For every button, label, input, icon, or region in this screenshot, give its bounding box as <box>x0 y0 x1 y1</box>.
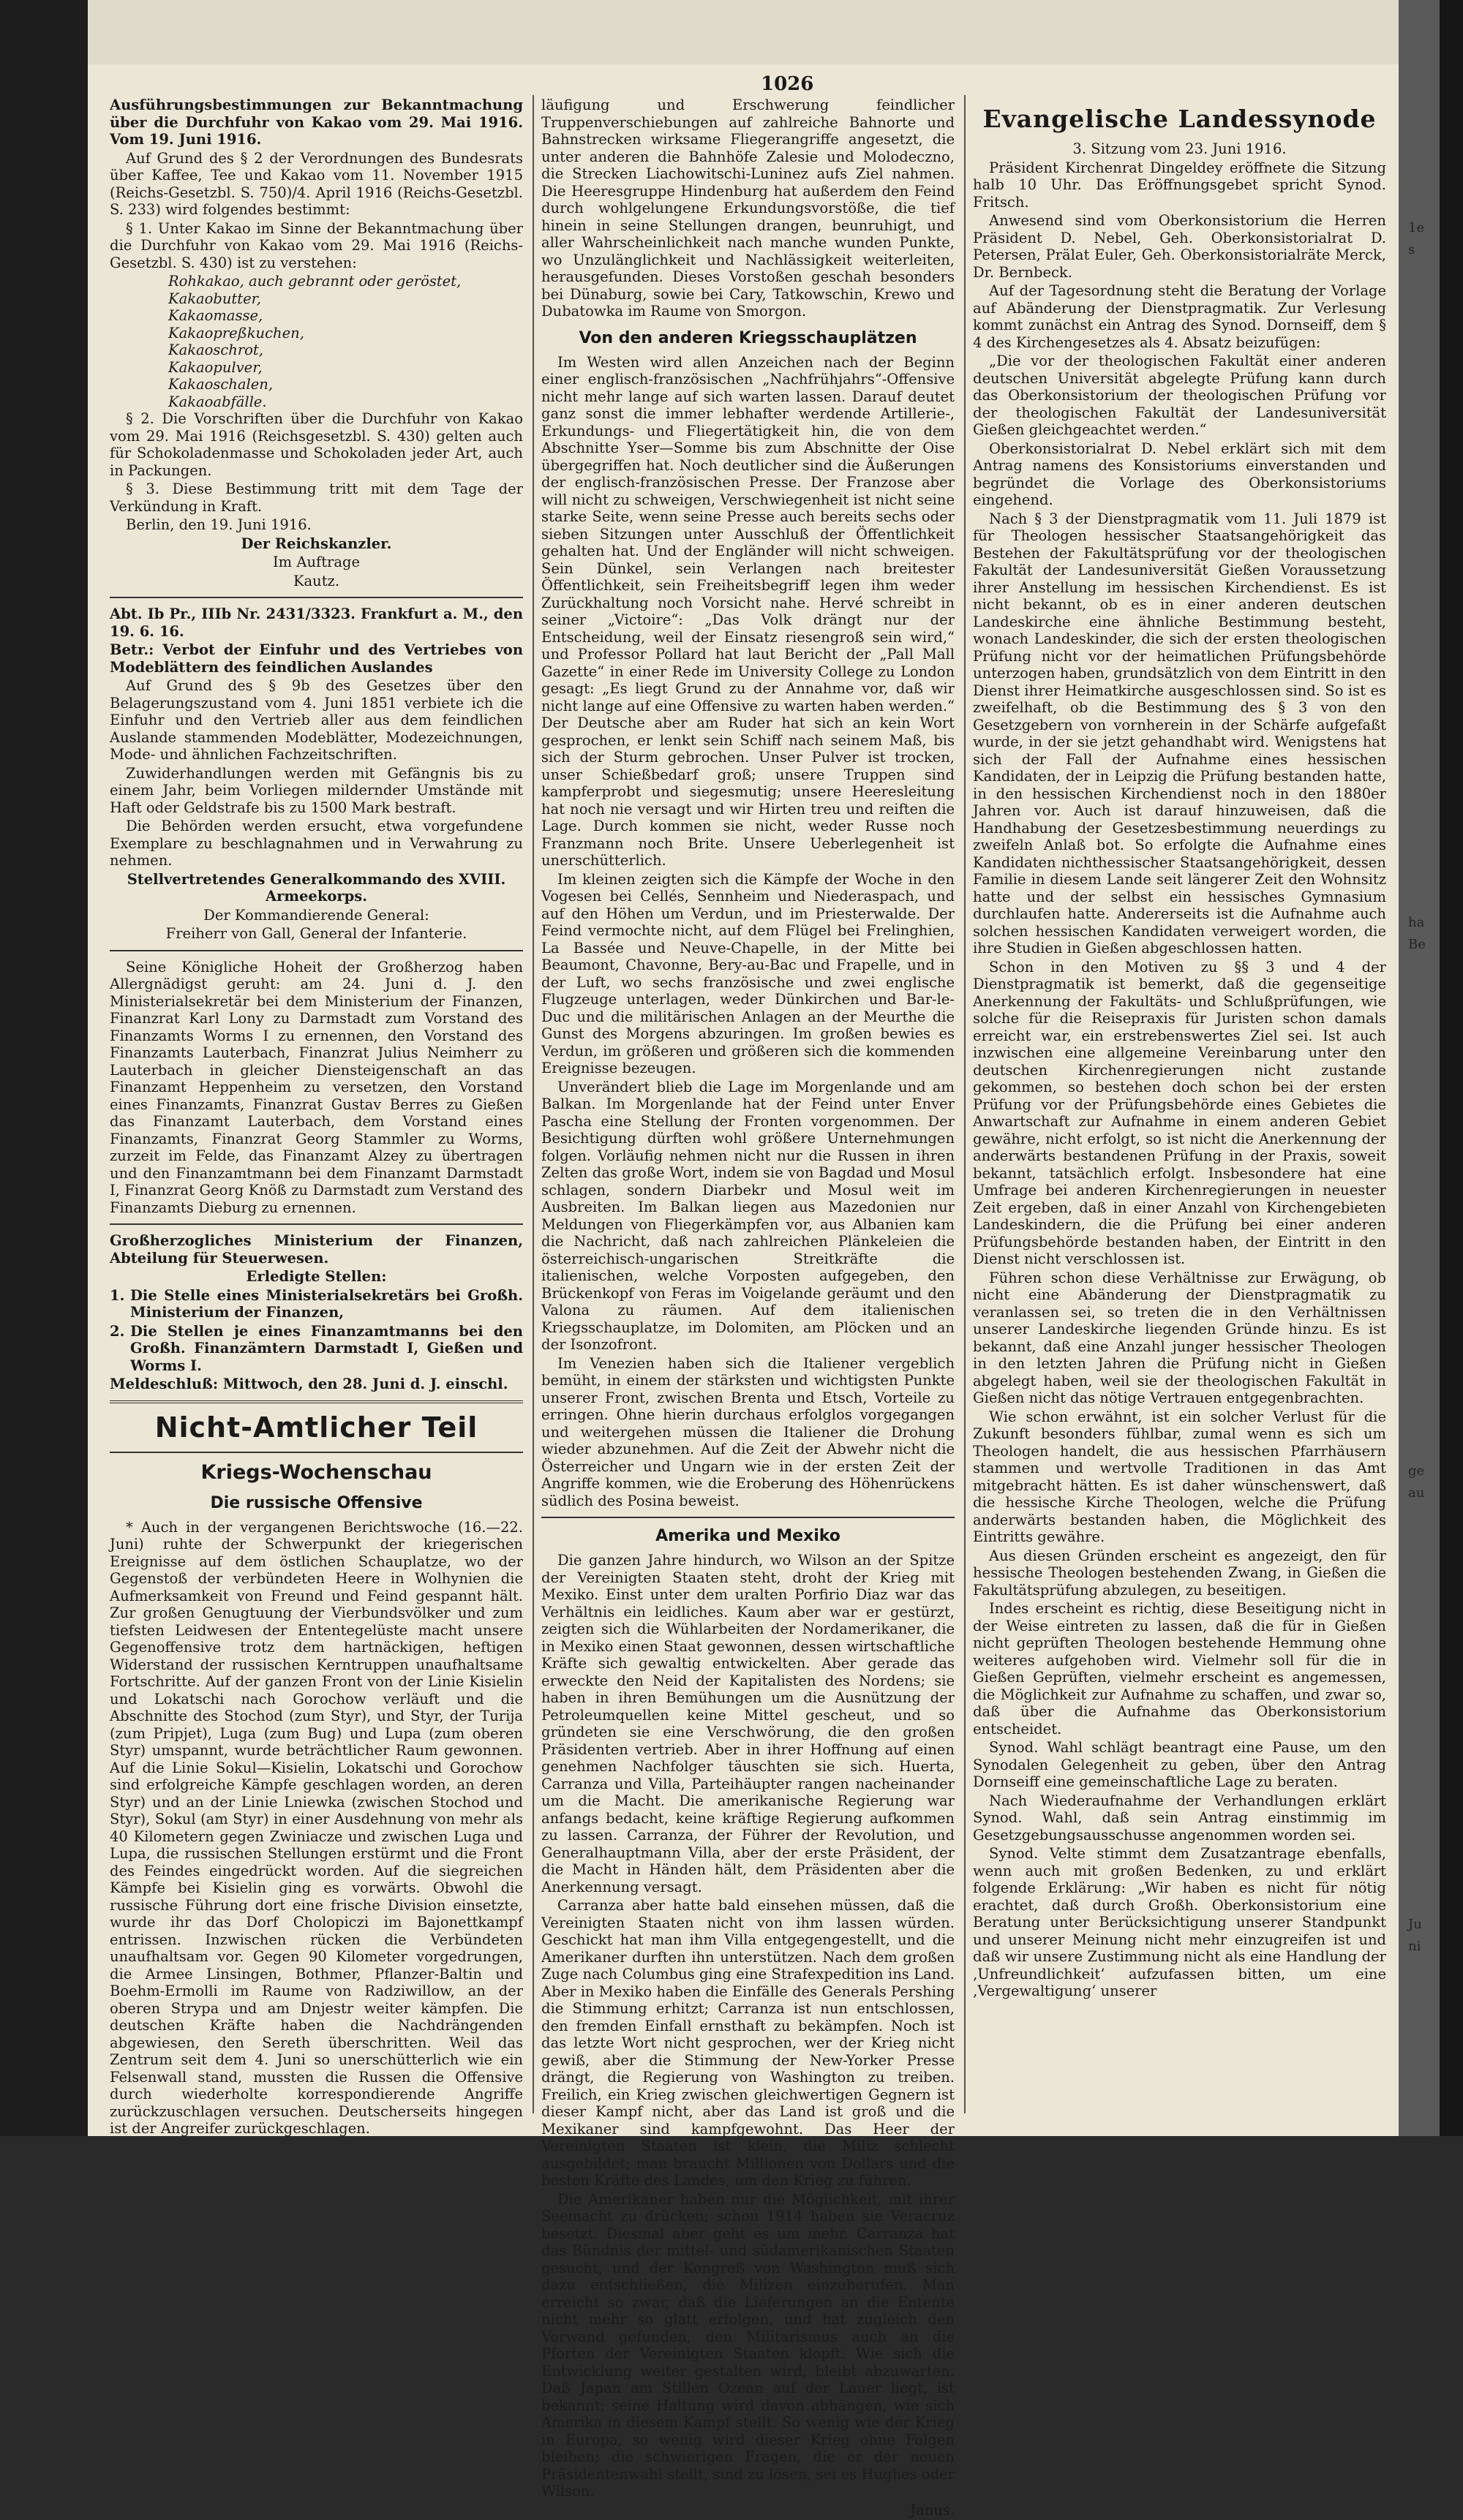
adjacent-page-edge <box>1399 0 1440 2136</box>
adjacent-page-fragment: ha <box>1408 915 1425 930</box>
binding-gutter <box>0 0 88 2136</box>
divider <box>110 1452 523 1453</box>
list-item: Kakaopreßkuchen, <box>168 324 304 342</box>
article-para: Im kleinen zeigten sich die Kämpfe der Woche in den Vogesen bei Cellés, Sennheim und Niederaspach, und auf den Höhen um Verdun, und im Priesterwalde. Der Feind vermochte nicht, auf dem Flügel bei Frelinghien, La Bassée und Neuve-Chapelle, in der Mitte bei Beaumont, Chavonne, Bery-au-Bac und Frapelle, und in der Luft, wo sechs französische und zwei englische Flugzeuge unterlagen, weder Dünkirchen und Bar-le-Duc und die militärischen Anlagen an der Meurthe die Gunst des Morgens abzuringen. Im großen bewies es Verdun, im größeren und größeren sich die kommenden Ereignisse bezeugen. <box>541 870 955 1076</box>
column-rule <box>964 95 966 2113</box>
synod-para: Indes erscheint es richtig, diese Beseitigung nicht in der Weise eintreten zu lassen, daß die für in Gießen nicht geprüften Theologen bestehende Hemmung ohne weiteres aufgehoben wird. Vielmehr soll für die in Gießen Geprüften, vielmehr erscheint es angemessen, die Möglichkeit zur Aufnahme zu schaffen, und zwar so, daß über die Aufnahme das Oberkonsistorium entscheidet. <box>973 1600 1386 1738</box>
list-item: Kakaoschrot, <box>168 342 263 358</box>
synod-para: Synod. Velte stimmt dem Zusatzantrage ebenfalls, wenn auch mit großen Bedenken, zu und erklärt folgende Erklärung: „Wir haben es nicht für nötig erachtet, daß durch Großh. Oberkonsistorium eine Beratung unter Berücksichtigung unserer Standpunkt und unserer Meinung nicht mehr einzugreifen ist und daß wir unsere Zustimmung nicht als eine Handlung der ‚Unfreundlichkeit‘ aufzufassen bitten, um eine ‚Vergewaltigung‘ unserer <box>973 1845 1386 1999</box>
order-para-3: Die Behörden werden ersucht, etwa vorgefundene Exemplare zu beschlagnahmen und in Verwahrung zu nehmen. <box>110 818 523 869</box>
decree-title: Ausführungsbestimmungen zur Bekanntmachung über die Durchfuhr von Kakao vom 29. Mai 1916. Vom 19. Juni 1916. <box>110 97 523 148</box>
russian-offensive-heading: Die russische Offensive <box>210 1493 423 1512</box>
order-reference: Abt. Ib Pr., IIIb Nr. 2431/3323. Frankfurt a. M., den 19. 6. 16. <box>110 606 523 640</box>
divider <box>541 1517 955 1518</box>
synod-para: Schon in den Motiven zu §§ 3 und 4 der Dienstpragmatik ist bemerkt, daß die gegenseitige Anerkennung der Fakultäts- und Schlußprüfungen, wie solche für die Reisepraxis für Juristen schon damals erreicht war, ein erstrebenswertes Ziel sei. Ist auch inzwischen eine allgemeine Vereinbarung unter den deutschen Kirchenregierungen nicht zustande gekommen, so bestehen doch schon bei der ersten Prüfung vor der Prüfungsbehörde eines Gebietes die Anwartschaft zur Aufnahme in einem anderen Gebiet gewähre, nicht erfolgt, so ist nicht die Anerkennung der anderwärts bestandenen Prüfung in der Praxis, soweit bekannt, tatsächlich erfolgt. Insbesondere hat eine Umfrage bei anderen Kirchenregierungen in neuester Zeit ergeben, daß in einer Anzahl von Kirchengebieten Landeskindern, die die Prüfung bei einer anderen Prüfungsbehörde bestanden haben, der Eintritt in den Dienst nicht verschlossen ist. <box>973 958 1386 1267</box>
double-divider <box>110 1400 523 1403</box>
order-para-1: Auf Grund des § 9b des Gesetzes über den Belagerungszustand vom 4. Juni 1851 verbiete ich die Einfuhr und den Vertrieb aller aus dem feindlichen Auslande stammenden Modeblätter, Modezeichnungen, Mode- und ähnlichen Fachzeitschriften. <box>110 677 523 763</box>
synod-para: Nach § 3 der Dienstpragmatik vom 11. Juli 1879 ist für Theologen hessischer Staatsangehörigkeit das Bestehen der Fakultätsprüfung vor der theologischen Fakultät der Landesuniversität Gießen Voraussetzung ihrer Anstellung im hessischen Kirchendienst. Es ist nicht bekannt, ob es in einer anderen deutschen Landeskirche eine ähnliche Bestimmung besteht, wonach Landeskinder, die sich der ersten theologischen Prüfung nicht vor der heimatlichen Prüfungsbehörde unterzogen haben, grundsätzlich von dem Eintritt in den Dienst ihrer Heimatkirche ausgeschlossen sind. So ist es zweifelhaft, ob die Bestimmung des § 3 von den Gesetzgebern von vornherein in der Schärfe aufgefaßt wurde, in der sie jetzt gehandhabt wird. Wenigstens hat sich der Fall der Aufnahme eines hessischen Kandidaten, der in Leipzig die Prüfung bestanden hatte, in den hessischen Kirchendienst noch in den 1880er Jahren vor. Auch ist darauf hinzuweisen, daß die Handhabung der Gesetzesbestimmung neuerdings zu zweifeln Anlaß bot. So erfolgte die Aufnahme eines Kandidaten nichthessischer Staatsangehörigkeit, dessen Familie in diesem Lande seit längerer Zeit den Wohnsitz hatte und der selbst ein hessisches Gymnasium durchlaufen hatte. Andererseits ist die Aufnahme auch solchen hessischen Kandidaten verweigert worden, die ihre Studien in Gießen abgeschlossen hatten. <box>973 510 1386 957</box>
decree-para-1: § 1. Unter Kakao im Sinne der Bekanntmachung über die Durchfuhr von Kakao vom 29. Mai 1916 (Reichs-Gesetzbl. S. 430) ist zu verstehen: <box>110 219 523 271</box>
synod-para: Nach Wiederaufnahme der Verhandlungen erklärt Synod. Wahl, daß sein Antrag einstimmig im Gesetzgebungsausschusse angenommen worden sei. <box>973 1792 1386 1844</box>
list-item: Kakaoabfälle. <box>168 393 267 410</box>
synod-para: Auf der Tagesordnung steht die Beratung der Vorlage auf Abänderung der Dienstpragmatik. Zur Verlesung kommt zunächst ein Antrag des Synod. Dornseiff, dem § 4 des Kirchengesetzes als 4. Absatz beizufügen: <box>973 282 1386 351</box>
ministry-heading: Großherzogliches Ministerium der Finanzen, Abteilung für Steuerwesen. <box>110 1232 523 1267</box>
vacancy-text: Die Stelle eines Ministerialsekretärs bei Großh. Ministerium der Finanzen, <box>130 1286 523 1321</box>
synod-para: Synod. Wahl schlägt beantragt eine Pause, um den Synodalen Gelegenheit zu geben, über den Antrag Dornseiff eine gemeinschaftliche Lage zu beraten. <box>973 1739 1386 1790</box>
synod-para: Anwesend sind vom Oberkonsistorium die Herren Präsident D. Nebel, Geh. Oberkonsistorialrat D. Petersen, Prälat Euler, Geh. Oberkonsistorialräte Merck, Dr. Bernbeck. <box>973 212 1386 281</box>
synod-heading: Evangelische Landessynode <box>982 105 1377 133</box>
synod-para: Aus diesen Gründen erscheint es angezeigt, den für hessische Theologen bestehenden Zwang, in Gießen die Fakultätsprüfung abzulegen, zu beseitigen. <box>973 1547 1386 1599</box>
synod-para: Präsident Kirchenrat Dingeldey eröffnete die Sitzung halb 10 Uhr. Das Eröffnungsgebet spricht Synod. Fritsch. <box>973 159 1386 211</box>
list-item: Kakaoschalen, <box>168 376 274 393</box>
divider <box>110 597 523 598</box>
article-para: Im Westen wird allen Anzeichen nach der Beginn einer englisch-französischen „Nachfrühjahrs“-Offensive nicht mehr lange auf sich warten lassen. Darauf deutet ganz sonst die immer lebhafter werdende Artillerie-, Erkundungs- und Fliegertätigkeit hin, die von dem Abschnitte Yser—Somme bis zum Abschnitte der Oise übergegriffen hat. Noch deutlicher sind die Äußerungen der englisch-französischen Presse. Der Franzose aber will nicht zu schweigen, Verschwiegenheit ist nicht seine starke Seite, wenn seine Presse auch bereits sechs oder sieben Sitzungen unter Ausschluß der Öffentlichkeit gehalten hat. Und der Engländer will nicht schweigen. Sein Dünkel, sein Verlangen nach breitester Öffentlichkeit, sein Freiheitsbegriff legen ihm weder Zurückhaltung noch Vorsicht nahe. Hervé schreibt in seiner „Victoire“: „Das Volk drängt nur der Entscheidung, weil der Einsatz riesengroß sein wird,“ und Professor Pollard hat laut Bericht der „Pall Mall Gazette“ in einer Rede im University College zu London gesagt: „Es liegt Grund zu der Annahme vor, daß wir nicht lange auf eine Offensive zu warten haben werden.“ Der Deutsche aber am Ruder hat sich an kein Wort gesprochen, er lenkt sein Schiff nach seinem Maß, bis sich der Sturm gebrochen. Unser Pulver ist trocken, unser Schießbedarf groß; unsere Truppen sind kampferprobt und siegesmutig; unsere Heeresleitung hat noch nie versagt und wir Hirten treu und reiften die Lage. Durch kommen sie nicht, weder Russe noch Franzmann noch Brite. Unsere Ueberlegenheit ist unerschütterlich. <box>541 353 955 869</box>
other-theatres-heading: Von den anderen Kriegsschauplätzen <box>579 328 917 347</box>
item-number: 1. <box>110 1286 125 1304</box>
page-number: 1026 <box>761 73 814 95</box>
adjacent-page-fragment: au <box>1408 1485 1425 1501</box>
vacancies-heading: Erledigte Stellen: <box>246 1268 387 1285</box>
war-review-para: * Auch in der vergangenen Berichtswoche (16.—22. Juni) ruhte der Schwerpunkt der kriegerischen Ereignisse auf dem östlichen Schauplatze, wo der Gegenstoß der verbündeten Heere in Wolhynien die Aufmerksamkeit von Freund und Feind gespannt hält. Zur großen Genugtuung der Vierbundsvölker und zum tiefsten Leidwesen der Ententegelüste macht unsere Gegenoffensive trotz dem hartnäckigen, heftigen Widerstand der russischen Kerntruppen unaufhaltsame Fortschritte. Auf der ganzen Front von der Linie Kisielin und Lokatschi nach Gorochow verläuft und die Abschnitte des Stochod (zum Styr), und Styr, der Turija (zum Pripjet), Luga (zum Bug) und Lupa (zum oberen Styr) umspannt, wurde beträchtlicher Raum gewonnen. Auf die Linie Sokul—Kisielin, Lokatschi und Gorochow sind erfolgreiche Kämpfe geschlagen worden, an deren Styr) und an der Linie Lniewka (zwischen Stochod und Styr), Sokul (am Styr) in einer Ausdehnung von mehr als 40 Kilometern gegen Zwiniacze und zwischen Luga und Lupa, die russischen Stellungen erstürmt und die Front des Feindes eingedrückt worden. Auf die siegreichen Kämpfe bei Kisielin ging es vorwärts. Obwohl die russische Führung dort eine frische Division einsetzte, wurde ihr das Dorf Cholopiczi im Bajonettkampf entrissen. Inzwischen rücken die Verbündeten unaufhaltsam vor. Gegen 90 Kilometer vorgedrungen, die Armee Linsingen, Bothmer, Pflanzer-Baltin und Boehm-Ermolli im Raume von Radziwillow, an der oberen Strypa und am Dnjestr weiter kämpfen. Die deutschen Kräfte haben die Nachdrängenden abgewiesen, den Sereth überschritten. Weil das Zentrum seit dem 4. Juni so unerschütterlich wie ein Felsenwall stand, mussten die Russen die Offensive durch wiederholte korrespondierende Angriffe zurückzuschlagen versuchen. Deutscherseits hingegen ist der Angreifer zurückgeschlagen. <box>110 1518 523 2137</box>
vacancies-list <box>110 1287 523 1375</box>
vacancy-text: Die Stellen je eines Finanzamtmanns bei den Großh. Finanzämtern Darmstadt I, Gießen und Worms I. <box>130 1322 523 1374</box>
war-review-continued: läufigung und Erschwerung feindlicher Truppenverschiebungen auf zahlreiche Bahnorte und Bahnstrecken wirksame Fliegerangriffe angesetzt, die unter anderen die Bahnhöfe Zalesie und Molodeczno, die Strecken Liachowitschi-Luninez aufs Ziel nahmen. Die Heeresgruppe Hindenburg hat außerdem den Feind durch wohlgelungene Erkundungsvorstöße, die tief hinein in seine Stellungen drangen, beunruhigt, und aller Wahrscheinlichkeit nach manche wunden Punkte, wo Unzulänglichkeit und Nachlässigkeit weiterleiten, herausgefunden. Dieses Vorstoßen geschah besonders bei Dünaburg, sowie bei Cary, Tatkowschin, Krewo und Dubatowka im Raume von Smorgon. <box>541 97 955 320</box>
cocoa-list <box>110 273 523 410</box>
adjacent-page-fragment: Be <box>1408 937 1426 952</box>
decree-para-2: § 2. Die Vorschriften über die Durchfuhr von Kakao vom 29. Mai 1916 (Reichsgesetzbl. S. 430) gelten auch für Schokoladenmasse und Schokoladen jeder Art, auch in Packungen. <box>110 410 523 479</box>
column-rule <box>533 95 534 2113</box>
synod-para: Oberkonsistorialrat D. Nebel erklärt sich mit dem Antrag namens des Konsistoriums einverstanden und begründet die Vorlage des Oberkonsistoriums eingehend. <box>973 440 1386 508</box>
article-para: Die Amerikaner haben nur die Möglichkeit, mit ihrer Seemacht zu drücken; schon 1914 haben sie Veracruz besetzt. Diesmal aber geht es um mehr. Carranza hat das Bündnis der mittel- und südamerikanischen Staaten gesucht, und der Kongreß von Washington muß sich dazu entschließen, die Milizen einzuberufen. Man erreicht so zwar, daß die Lieferungen an die Entente nicht mehr so glatt erfolgen, und hat zugleich den Vorwand gefunden, den Militarismus auch an die Pforten der Vereinigten Staaten klopft. Wie sich die Entwicklung weiter gestalten wird, bleibt abzuwarten. Daß Japan am Stillen Ozean auf der Lauer liegt, ist bekannt; seine Haltung wird davon abhängen, wie sich Amerika in diesem Kampf stellt. So wenig wie der Krieg in Europa, so wenig wird dieser Krieg ohne Folgen bleiben; die schwierigen Fragen, die er der neuen Präsidentenwahl stellt, sind zu lösen, sei es Hughes oder Wilson. <box>541 2190 955 2500</box>
non-official-section-heading: Nicht-Amtlicher Teil <box>154 1411 478 1444</box>
session-line: 3. Sitzung vom 23. Juni 1916. <box>1072 140 1287 157</box>
order-signatory-name: Freiherr von Gall, General der Infanterie. <box>165 925 467 942</box>
decree-intro: Auf Grund des § 2 der Verordnungen des Bundesrats über Kaffee, Tee und Kakao vom 11. November 1915 (Reichs-Gesetzbl. S. 750)/4. April 1916 (Reichs-Gesetzbl. S. 233) wird folgendes bestimmt: <box>110 149 523 218</box>
decree-signatory-name: Kautz. <box>293 572 340 589</box>
order-para-2: Zuwiderhandlungen werden mit Gefängnis bis zu einem Jahr, beim Vorliegen mildernder Umstände mit Haft oder Geldstrafe bis zu 1500 Mark bestraft. <box>110 764 523 816</box>
adjacent-page-fragment: Ju <box>1408 1917 1422 1932</box>
list-item: Rohkakao, auch gebrannt oder geröstet, <box>168 273 462 290</box>
vacancy-item <box>110 1323 523 1375</box>
america-mexico-heading: Amerika und Mexiko <box>655 1527 840 1545</box>
order-subject: Betr.: Verbot der Einfuhr und des Vertriebes von Modeblättern des feindlichen Auslandes <box>110 641 523 676</box>
list-item: Kakaomasse, <box>168 307 263 324</box>
adjacent-page-fragment: ni <box>1408 1939 1421 1954</box>
decree-para-3: § 3. Diese Bestimmung tritt mit dem Tage der Verkündung in Kraft. <box>110 480 523 515</box>
article-para: Die ganzen Jahre hindurch, wo Wilson an der Spitze der Vereinigten Staaten steht, droht der Krieg mit Mexiko. Einst unter dem uralten Porfirio Diaz war das Verhältnis ein leidliches. Kaum aber war er gestürzt, zeigten sich die Wühlarbeiten der Nordamerikaner, die in Mexiko einen Staat gewonnen, dessen wirtschaftliche Kräfte sich gewaltig entwickelten. Aber gerade das erweckte den Neid der Kapitalisten des Nordens; sie haben in ihren Bemühungen um die Ausnützung der Petroleumquellen keine Mittel gescheut, und so gründeten sie eine Verschwörung, die den großen Präsidenten vertrieb. Aber in ihrer Hoffnung auf einen genehmen Nachfolger täuschten sie sich. Huerta, Carranza und Villa, Parteihäupter rangen nacheinander um die Macht. Die amerikanische Regierung war anfangs bedacht, keine kräftige Regierung aufkommen zu lassen. Carranza, der Führer der Revolution, und Generalhauptmann Villa, aber der erste Präsident, der die Macht in Händen hält, dem Präsidenten aber die Anerkennung versagt. <box>541 1552 955 1895</box>
author-signature: Janus. <box>910 2501 955 2519</box>
right-scan-border <box>1440 0 1463 2136</box>
article-para: Carranza aber hatte bald einsehen müssen, daß die Vereinigten Staaten nicht von ihm lassen würden. Geschickt hat man ihm Villa entgegengestellt, und die Amerikaner durften ihn unterstützen. Nach dem großen Zuge nach Columbus ging eine Strafexpedition ins Land. Aber in Mexiko haben die Einfälle des Generals Pershing die Stimmung erhitzt; Carranza ist nun entschlossen, den fremden Einfall ernsthaft zu bekämpfen. Noch ist das letzte Wort nicht gesprochen, wer der Krieg nicht gewiß, aber die Stimmung der New-Yorker Presse drängt, die Regierung von Washington zu treiben. Freilich, ein Krieg zwischen gleichwertigen Gegnern ist dieser Kampf nicht, aber das Land ist groß und die Mexikaner sind kampfgewohnt. Das Heer der Vereinigten Staaten ist klein, die Miliz schlecht ausgebildet; man braucht Millionen von Dollars und die besten Kräfte des Landes, um den Krieg zu führen. <box>541 1897 955 2189</box>
order-signatory: Stellvertretendes Generalkommando des XVIII. Armeekorps. <box>127 870 506 905</box>
article-para: Unverändert blieb die Lage im Morgenlande und am Balkan. Im Morgenlande hat der Feind unter Enver Pascha eine Stellung der Fronten vorgenommen. Der Besichtigung dürften wohl größere Unternehmungen folgen. Vorläufig nehmen nicht nur die Russen in ihren Zelten das große Wort, indem sie von Bagdad und Mosul schlagen, sondern Diarbekr und Mosul weit im Ausbreiten. Im Balkan liegen aus Mazedonien nur Meldungen von Fliegerkämpfen vor, aus Albanien kam die Nachricht, daß nach zahlreichen Plänkeleien die österreichisch-ungarischen Streitkräfte die italienischen, welche Vorposten aufgegeben, den Brückenkopf von Feras im Voigelande geräumt und den Valona zu räumen. Auf dem italienischen Kriegsschauplatze, im Dolomiten, am Plöcken und an der Isonzofront. <box>541 1078 955 1353</box>
adjacent-page-fragment: 1e <box>1408 220 1425 235</box>
decree-signatory-line: Im Auftrage <box>272 554 361 570</box>
vacancy-item <box>110 1287 523 1321</box>
list-item: Kakaopulver, <box>168 358 263 376</box>
page-top-strip <box>88 0 1404 66</box>
item-number: 2. <box>110 1322 125 1340</box>
synod-para: Wie schon erwähnt, ist ein solcher Verlust für die Zukunft besonders fühlbar, zumal wenn es sich um Theologen handelt, die aus hessischen Pfarrhäusern stammen und wertvolle Traditionen in das Amt mitgebracht hätten. Es ist daher wünschenswert, daß die hessische Kirche Theologen, welche die Prüfung anderwärts bestanden haben, die Möglichkeit des Eintritts gewähre. <box>973 1408 1386 1545</box>
divider <box>110 1223 523 1225</box>
list-item: Kakaobutter, <box>168 290 262 307</box>
synod-quote: „Die vor der theologischen Fakultät einer anderen deutschen Universität abgelegte Prüfung kann durch das Oberkonsistorium der theologischen Prüfung vor der theologischen Fakultät der Landesuniversität Gießen gleichgeachtet werden.“ <box>973 352 1386 438</box>
adjacent-page-fragment: ge <box>1408 1463 1425 1479</box>
divider <box>110 950 523 951</box>
synod-para: Führen schon diese Verhältnisse zur Erwägung, ob nicht eine Abänderung der Dienstpragmatik zu veranlassen sei, so treten die in den Verhältnissen unserer Landeskirche liegenden Gründe hinzu. Es ist bekannt, daß eine Anzahl junger hessischer Theologen in den letzten Jahren die Prüfung nicht in Gießen abgelegt haben, weil sie der theologischen Fakultät in Gießen nicht das nötige Vertrauen entgegenbrachten. <box>973 1269 1386 1406</box>
column-1 <box>110 97 523 2139</box>
adjacent-page-fragment: s <box>1408 242 1415 257</box>
order-signatory-title: Der Kommandierende General: <box>203 906 429 924</box>
application-deadline: Meldeschluß: Mittwoch, den 28. Juni d. J. einschl. <box>110 1376 508 1392</box>
article-para: Im Venezien haben sich die Italiener vergeblich bemüht, in einem der stärksten und wichtigsten Punkte unserer Front, zwischen Brenta und Etsch, Vorteile zu erringen. Ohne hierin durchaus erfolglos vorgegangen und weitergehen müssen die Italiener die Drohung wieder abzunehmen. Auf die Zeit der Abwehr nicht die Österreicher und Ungarn wie in der ersten Zeit der Angriffe kommen, wie die Eroberung des Höhenrückens südlich des Posina beweist. <box>541 1354 955 1509</box>
decree-date: Berlin, den 19. Juni 1916. <box>126 516 312 533</box>
column-3 <box>973 97 1386 2002</box>
column-2 <box>541 97 955 2520</box>
decree-signatory: Der Reichskanzler. <box>241 535 392 552</box>
appointments-notice: Seine Königliche Hoheit der Großherzog haben Allergnädigst geruht: am 24. Juni d. J. den Ministerialsekretär bei dem Ministerium der Finanzen, Finanzrat Karl Lony zu Darmstadt zum Vorstand des Finanzamts Worms I zu ernennen, den Vorstand des Finanzamts Lauterbach, Finanzrat Julius Neimherr zu Lauterbach in gleicher Diensteigenschaft an das Finanzamt Heppenheim zu versetzen, den Vorstand eines Finanzamts, Finanzrat Gustav Berres zu Gießen das Finanzamt Lauterbach, dem Vorstand eines Finanzamts, Finanzrat Georg Stammler zu Worms, zurzeit im Felde, das Finanzamt Alzey zu übertragen und den Finanzamtmann bei dem Finanzamt Darmstadt I, Finanzrat Georg Knöß zu Darmstadt zum Verstand des Finanzamts Dieburg zu ernennen. <box>110 958 523 1216</box>
war-review-heading: Kriegs-Wochenschau <box>200 1460 432 1484</box>
